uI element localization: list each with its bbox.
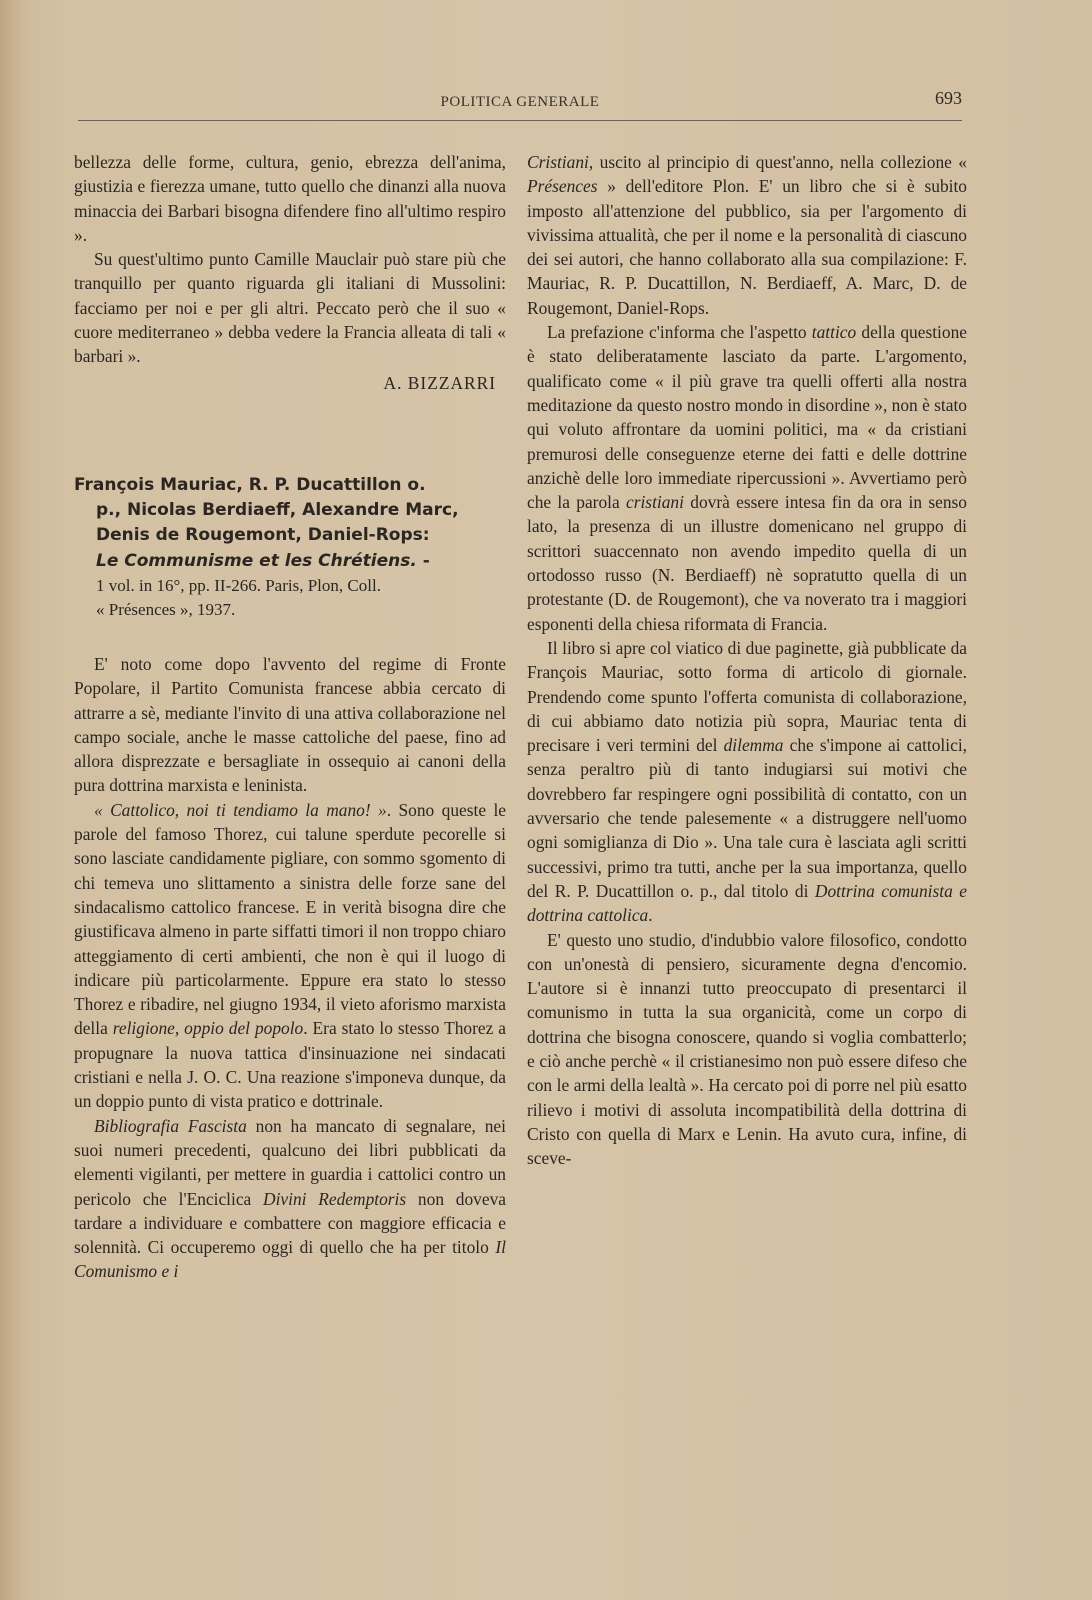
paragraph: Bibliografia Fascista non ha mancato di segnalare, nei suoi numeri precedenti, qualcuno dei libri pubblicati da elementi vigilanti, per mettere in guardia i cattolici contro un pericolo che l'Enciclica Divini Redemptoris non doveva tardare a individuare e combattere con maggiore efficacia e solennità. Ci occuperemo oggi di quello che ha per titolo Il Comunismo e i [74,1115,506,1282]
paragraph: E' noto come dopo l'avvento del regime di Fronte Popolare, il Partito Comunista francese abbia cercato di attrarre a sè, mediante l'invito di una attiva collaborazione nel campo sociale, anche le masse cattoliche del paese, fino ad allora disprezzate e bersagliate in ossequio ai canoni della pura dottrina marxista e leninista. [74,653,506,796]
entry-authors: Denis de Rougemont, Daniel-Rops: [96,524,430,545]
paragraph: bellezza delle forme, cultura, genio, ebrezza dell'anima, giustizia e fierezza umane, tutto quello che dinanzi alla nuova minaccia dei Barbari bisogna difendere fino all'ultimo respiro ». [74,152,506,245]
page-header [78,88,962,121]
left-column [74,150,506,1284]
entry-authors: François Mauriac, R. P. Ducattillon o. [74,474,426,495]
entry-publication: « Présences », 1937. [96,599,236,619]
page-number: 693 [935,88,962,108]
right-column [527,150,967,1170]
entry-title: Le Communisme et les Chrétiens. [96,550,417,571]
paragraph: La prefazione c'informa che l'aspetto tattico della questione è stato deliberatamente lasciato da parte. L'argomento, qualificato come « il più grave tra quelli offerti alla nostra meditazione da questo nostro mondo in disordine », non è stato qui voluto affrontare da uomini politici, ma « da cristiani premurosi delle conseguenze eterne dei fatti e delle dottrine anzichè delle loro immediate ripercussioni ». Avvertiamo però che la parola cristiani dovrà essere intesa fin da ora in senso lato, la presenza di un illustre domenicano nel gruppo di scrittori suaccennato non avendo impedito quella di un ortodosso russo (N. Berdiaeff) nè sopratutto quella di un protestante (D. de Rougemont), che va noverato tra i maggiori esponenti della chiesa riformata di Francia. [527,322,968,634]
entry-publication: 1 vol. in 16°, pp. II-266. Paris, Plon, Coll. [96,575,381,595]
paragraph: E' questo uno studio, d'indubbio valore filosofico, condotto con un'onestà di pensiero, sicuramente degna d'encomio. L'autore si è innanzi tutto preoccupato di presentarci il comunismo in tutta la sua organicità, come un corpo di dottrina che bisogna conoscere, quando si voglia combatterlo; e ciò anche perchè « il cristianesimo non può essere difeso che con le armi della lealtà ». Ha cercato poi di porre nel più esatto rilievo i motivi di assoluta incompatibilità della dottrina di Cristo con quella di Marx e Lenin. Ha avuto cura, infine, di sceve- [527,929,967,1169]
paragraph: « Cattolico, noi ti tendiamo la mano! ». Sono queste le parole del famoso Thorez, cui talune sperdute pecorelle si sono lasciate candidamente pigliare, con sommo sgomento di chi temeva uno slittamento a sinistra delle forze sane del sindacalismo cattolico francese. E in verità bisogna dire che giustificava almeno in parte siffatti timori il non troppo chiaro atteggiamento di certi ambienti, che non è qui il luogo di indicare più particolarmente. Eppure era stato lo stesso Thorez e ribadire, nel giugno 1934, il vieto aforismo marxista della religione, oppio del popolo. Era stato lo stesso Thorez a propugnare la nuova tattica d'insinuazione nei sindacati cristiani e nella J. O. C. Una reazione s'imponeva dunque, da un doppio punto di vista pratico e dottrinale. [74,799,506,1112]
paragraph: Su quest'ultimo punto Camille Mauclair può stare più che tranquillo per quanto riguarda gli italiani di Mussolini: facciamo per noi e per gli altri. Peccato però che il suo « cuore mediterraneo » debba vedere la Francia alleata di tali « barbari ». [74,249,506,367]
quote: « Cattolico, noi ti tendiamo la mano! » [94,799,387,820]
running-head: POLITICA GENERALE [440,94,600,110]
review-signature: A. BIZZARRI [383,372,496,393]
entry-separator: - [416,550,430,571]
entry-authors: p., Nicolas Berdiaeff, Alexandre Marc, [96,499,459,520]
paragraph: Cristiani, uscito al principio di quest'anno, nella collezione « Présences » dell'editore Plon. E' un libro che si è subito imposto all'attenzione del pubblico, sia per l'argomento di vivissima attualità, che per il nome e la personalità di ciascuno dei sei autori, che hanno collaborato alla sua compilazione: F. Mauriac, R. P. Ducattillon, N. Berdiaeff, A. Marc, D. de Rougemont, Daniel-Rops. [527,152,967,318]
bibliographic-entry [74,473,506,622]
paragraph: Il libro si apre col viatico di due paginette, già pubblicate da François Mauriac, sotto forma di articolo di giornale. Prendendo come spunto l'offerta comunista di collaborazione, di cui abbiamo dato notizia più sopra, Mauriac tenta di precisare i veri termini del dilemma che s'impone ai cattolici, senza peraltro più di tanto indugiarsi sui motivi che dovrebbero far respingere ogni possibilità di contatto, con un avversario che tende palesemente « a distruggere nell'uomo ogni somiglianza di Dio ». Una tale cura è lasciata agli scritti successivi, primo tra tutti, anche per la sua importanza, quello del R. P. Ducattillon o. p., dal titolo di Dottrina comunista e dottrina cattolica. [527,637,968,926]
